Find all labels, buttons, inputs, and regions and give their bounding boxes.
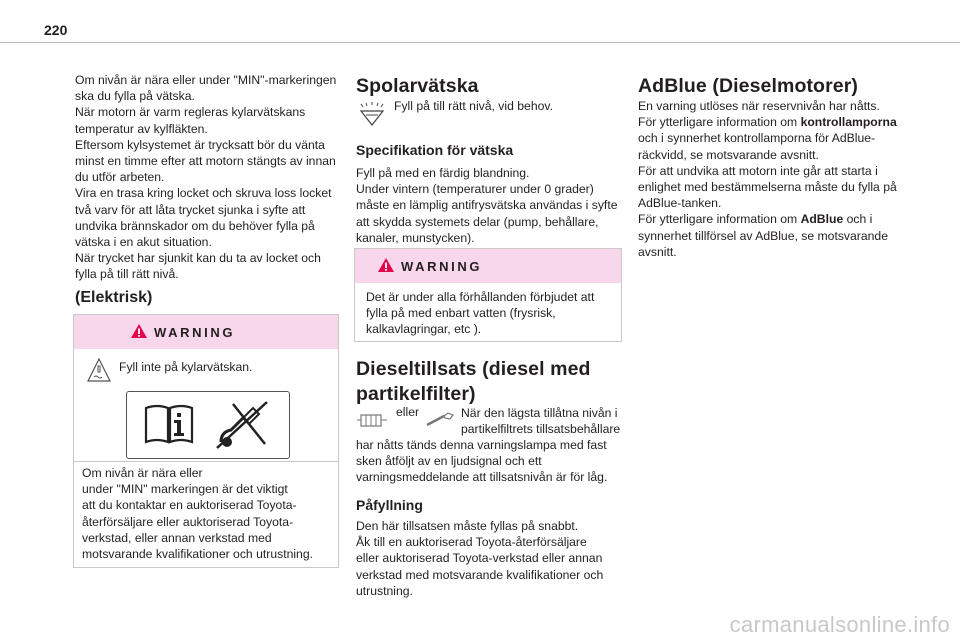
- warning-triangle-icon: [377, 257, 395, 273]
- text-line: räckvidd, se motsvarande avsnitt.: [638, 147, 819, 162]
- text-line: När motorn är varm regleras kylarvätskans: [75, 105, 306, 120]
- warning-title: WARNING: [154, 325, 236, 340]
- text-line: och i synnerhet kontrollamporna för AdBlue-: [638, 131, 876, 146]
- text-line: Om nivån är nära eller: [82, 466, 203, 480]
- warning-header: [355, 249, 621, 283]
- manual-book-icon: [143, 402, 195, 446]
- no-fill-icon: [213, 398, 271, 452]
- coolant-warning-body: [82, 465, 332, 562]
- icon-panel: [126, 391, 290, 459]
- text-line: eller auktoriserad Toyota-verkstad eller annan: [356, 551, 603, 566]
- warning-title: WARNING: [401, 259, 483, 274]
- title-line: partikelfilter): [356, 383, 476, 405]
- text-line: har nåtts tänds denna varningslampa med fast: [356, 438, 607, 452]
- text-line: motsvarande kvalifikationer och utrustning.: [82, 547, 314, 562]
- washer-fluid-title: Spolarvätska: [356, 75, 479, 97]
- text-line: att skydda systemets delar (pump, behållare,: [356, 214, 599, 229]
- text-line: partikelfiltrets tillsatsbehållare: [461, 422, 621, 437]
- text-run: För ytterligare information om: [638, 115, 801, 130]
- title-line: Dieseltillsats (diesel med: [356, 358, 591, 380]
- diesel-text: [356, 437, 621, 486]
- washer-fluid-text: Fyll på till rätt nivå, vid behov.: [394, 99, 553, 113]
- text-line: Om nivån är nära eller under "MIN"-markeringen: [75, 73, 337, 87]
- coolant-warning-box: [73, 314, 339, 568]
- text-line: Fyll på med en färdig blandning.: [356, 166, 530, 180]
- adblue-title: AdBlue (Dieselmotorer): [638, 75, 858, 97]
- text-line: AdBlue-tanken.: [638, 196, 722, 211]
- electric-heading: (Elektrisk): [75, 288, 153, 306]
- text-line: undvika brännskador om du behöver fylla på: [75, 218, 315, 233]
- text-line: minst en timme efter att motorn stängts av innan: [75, 154, 336, 169]
- text-line: För att undvika att motorn inte går att starta i: [638, 163, 878, 178]
- coolant-intro-text: [75, 72, 340, 283]
- text-line: [638, 211, 908, 227]
- adblue-text: [638, 98, 908, 260]
- text-line: Det är under alla förhållanden förbjudet att: [366, 290, 595, 304]
- text-line: En varning utlöses när reservnivån har nåtts.: [638, 99, 880, 113]
- washer-warning-box: [354, 248, 622, 342]
- text-line: Den här tillsatsen måste fyllas på snabbt.: [356, 519, 579, 533]
- text-line: synnerhet tillförsel av AdBlue, se motsvarande: [638, 228, 888, 243]
- spec-heading: Specifikation för vätska: [356, 142, 514, 158]
- text-line: Vira en trasa kring locket och skruva loss locket: [75, 186, 332, 201]
- header-rule: [0, 42, 960, 43]
- text-line: Åk till en auktoriserad Toyota-återförsäljare: [356, 535, 587, 550]
- washer-fluid-icon: [357, 101, 387, 127]
- diesel-additive-title: [356, 357, 591, 407]
- spec-text: [356, 165, 621, 246]
- text-line: måste en lämplig antifrysvätska användas i syfte: [356, 198, 618, 213]
- coolant-warning-icon: [86, 357, 112, 390]
- diesel-right-text: [461, 405, 620, 437]
- text-line: två varv för att låta trycket sjunka i syfte att: [75, 202, 306, 217]
- warning-triangle-icon: [130, 323, 148, 339]
- text-line: att du kontaktar en auktoriserad Toyota-: [82, 498, 297, 513]
- text-line: fylla på till rätt nivå.: [75, 267, 179, 282]
- text-line: ska du fylla på vätska.: [75, 89, 195, 104]
- text-line: du utför arbeten.: [75, 170, 165, 185]
- fill-text: [356, 518, 621, 599]
- text-run: och i: [843, 212, 873, 227]
- text-line: vätska i en akut situation.: [75, 235, 212, 250]
- coolant-warning-text: Fyll inte på kylarvätskan.: [119, 360, 253, 374]
- left-column: [75, 72, 340, 307]
- particle-filter-icon: [356, 410, 388, 430]
- text-run-bold: AdBlue: [800, 212, 844, 227]
- washer-warning-text: [366, 289, 616, 338]
- text-line: Under vintern (temperaturer under 0 grader): [356, 182, 594, 197]
- text-line: utrustning.: [356, 583, 413, 598]
- text-line: kalkavlagringar, etc ).: [366, 322, 482, 337]
- text-line: verkstad med motsvarande kvalifikationer och: [356, 567, 604, 582]
- text-run: För ytterligare information om: [638, 212, 801, 227]
- page-number: 220: [44, 22, 68, 38]
- watermark: carmanualsonline.info: [729, 612, 950, 637]
- text-line: varningsmeddelande att tillsatsnivån är för låg.: [356, 470, 608, 485]
- text-line: När den lägsta tillåtna nivån i: [461, 406, 618, 420]
- fill-heading: Påfyllning: [356, 497, 423, 513]
- wrench-icon: [424, 411, 456, 429]
- text-line: under "MIN" markeringen är det viktigt: [82, 482, 288, 497]
- text-line: kanaler, munstycken).: [356, 230, 475, 245]
- text-line: temperatur av kylfläkten.: [75, 121, 208, 136]
- text-line: avsnitt.: [638, 244, 677, 259]
- text-line: återförsäljare eller auktoriserad Toyota-: [82, 514, 294, 529]
- warning-header: [74, 315, 338, 349]
- text-line: sken åtföljt av en ljudsignal och ett: [356, 454, 542, 469]
- text-line: verkstad, eller annan verkstad med: [82, 530, 272, 545]
- text-run-bold: kontrollamporna: [800, 115, 897, 130]
- warning-divider: [74, 461, 338, 462]
- text-line: När trycket har sjunkit kan du ta av locket och: [75, 251, 321, 266]
- text-line: fylla på med enbart vatten (frysrisk,: [366, 306, 556, 321]
- text-line: Eftersom kylsystemet är trycksatt bör du vänta: [75, 137, 325, 152]
- text-line: [638, 114, 908, 130]
- eller-text: eller: [396, 405, 420, 419]
- text-line: enlighet med bestämmelserna måste du fylla på: [638, 180, 897, 195]
